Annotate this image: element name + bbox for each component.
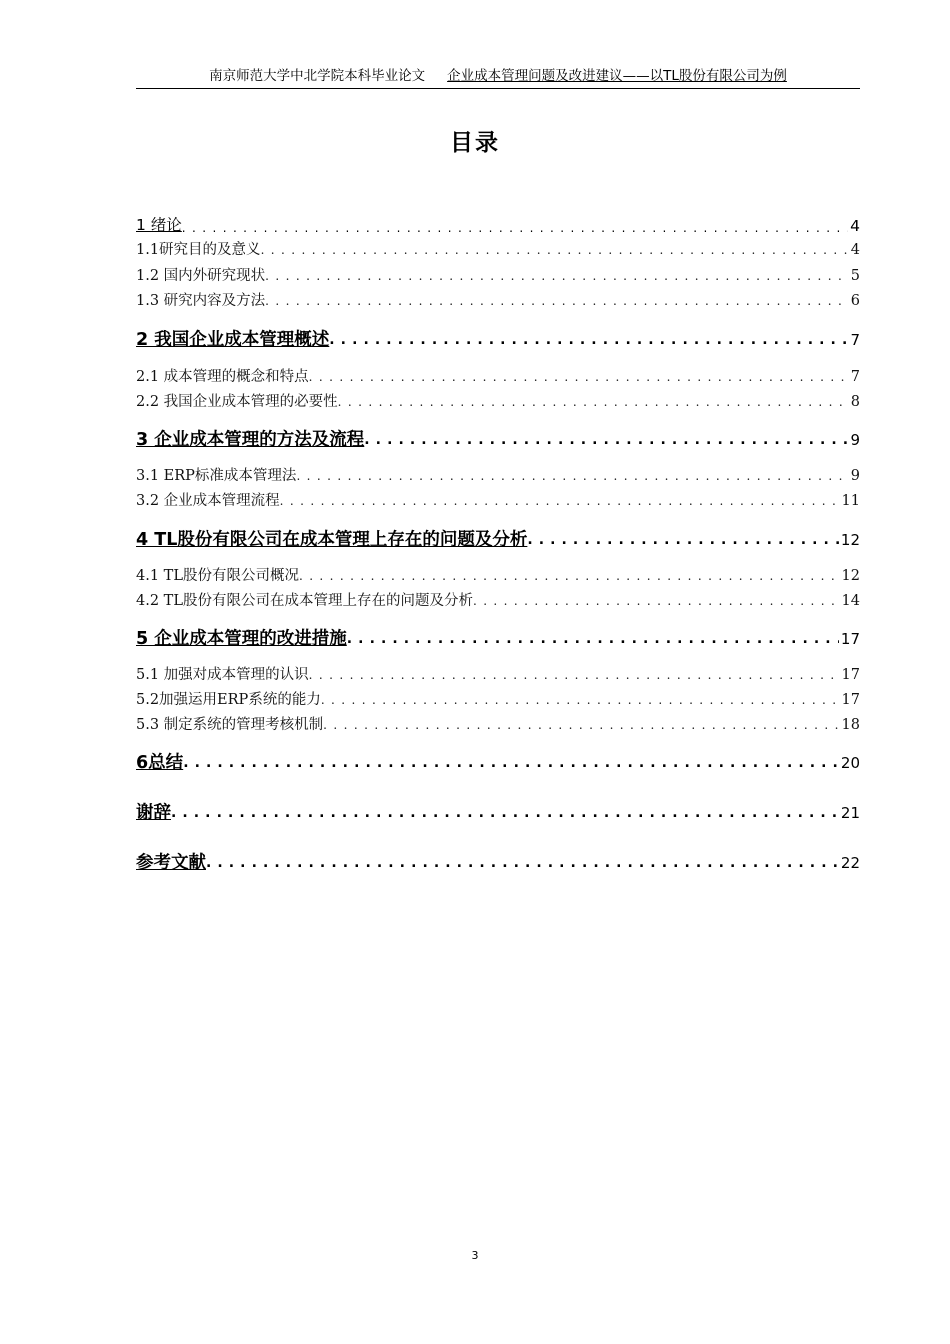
toc-leader xyxy=(299,565,840,587)
header-thesis-label: 南京师范大学中北学院本科毕业论文 xyxy=(209,68,426,84)
toc-leader xyxy=(265,265,849,287)
toc-entry-4-1[interactable] xyxy=(136,565,860,587)
toc-leader xyxy=(171,801,839,825)
toc-page: 17 xyxy=(840,630,860,648)
toc-label: 3.1 ERP标准成本管理法 xyxy=(136,468,297,484)
toc-entry-2-1[interactable] xyxy=(136,366,860,388)
toc-leader xyxy=(265,290,849,312)
toc-leader xyxy=(183,751,839,775)
toc-leader xyxy=(338,391,849,413)
toc-leader xyxy=(364,428,848,452)
page-title: 目录 xyxy=(450,130,500,156)
toc-page: 4 xyxy=(850,217,860,235)
toc-page: 11 xyxy=(841,493,860,509)
toc-page: 12 xyxy=(841,568,860,584)
toc-entry-5-3[interactable] xyxy=(136,714,860,736)
toc-page: 5 xyxy=(850,268,860,284)
toc-entry-3-1[interactable] xyxy=(136,465,860,487)
toc-label: 3 企业成本管理的方法及流程 xyxy=(136,430,365,450)
toc-entry-2-2[interactable] xyxy=(136,391,860,413)
toc-label: 5 企业成本管理的改进措施 xyxy=(136,629,347,649)
running-header xyxy=(136,66,860,89)
toc-label: 4.2 TL股份有限公司在成本管理上存在的问题及分析 xyxy=(136,593,473,609)
toc-leader xyxy=(473,590,840,612)
toc-page: 9 xyxy=(850,431,860,449)
toc-leader xyxy=(323,714,839,736)
toc-label: 4.1 TL股份有限公司概况 xyxy=(136,568,299,584)
toc-label: 1.1研究目的及意义 xyxy=(136,242,261,258)
toc-page: 9 xyxy=(850,468,860,484)
toc-page: 7 xyxy=(850,331,860,349)
toc-leader xyxy=(280,490,840,512)
toc-entry-3[interactable] xyxy=(136,428,860,452)
toc-leader xyxy=(329,328,848,352)
toc-page: 12 xyxy=(840,531,860,549)
toc-label: 4 TL股份有限公司在成本管理上存在的问题及分析 xyxy=(136,530,528,550)
toc-label: 参考文献 xyxy=(136,853,206,873)
toc-page: 17 xyxy=(841,692,860,708)
toc-leader xyxy=(527,528,839,552)
toc-label: 2.1 成本管理的概念和特点 xyxy=(136,369,309,385)
toc-entry-3-2[interactable] xyxy=(136,490,860,512)
toc-leader xyxy=(347,627,839,651)
toc-label: 6总结 xyxy=(136,753,184,773)
toc-entry-1[interactable] xyxy=(136,213,860,235)
toc-leader xyxy=(182,221,848,235)
toc-leader xyxy=(296,465,848,487)
toc-entry-1-1[interactable] xyxy=(136,239,860,261)
toc-page: 6 xyxy=(850,293,860,309)
toc-entry-1-2[interactable] xyxy=(136,265,860,287)
toc-entry-2[interactable] xyxy=(136,328,860,352)
toc-label: 5.1 加强对成本管理的认识 xyxy=(136,667,309,683)
toc-label: 5.2加强运用ERP系统的能力 xyxy=(136,692,321,708)
toc-entry-4[interactable] xyxy=(136,528,860,552)
toc-page: 17 xyxy=(841,667,860,683)
toc-label: 3.2 企业成本管理流程 xyxy=(136,493,280,509)
toc-entry-5-1[interactable] xyxy=(136,664,860,686)
toc-label: 谢辞 xyxy=(136,803,171,823)
toc-entry-references[interactable] xyxy=(136,851,860,875)
toc-page: 21 xyxy=(840,804,860,822)
toc-leader xyxy=(309,366,849,388)
toc-leader xyxy=(206,851,839,875)
toc-page: 14 xyxy=(841,593,860,609)
toc-page: 20 xyxy=(840,754,860,772)
toc-label: 1.2 国内外研究现状 xyxy=(136,268,266,284)
toc-entry-4-2[interactable] xyxy=(136,590,860,612)
toc-page: 7 xyxy=(850,369,860,385)
toc-label: 2 我国企业成本管理概述 xyxy=(136,330,330,350)
toc-page: 4 xyxy=(850,242,860,258)
page-number: 3 xyxy=(471,1249,479,1262)
toc-page: 18 xyxy=(841,717,860,733)
toc-entry-5-2[interactable] xyxy=(136,689,860,711)
toc-entry-1-3[interactable] xyxy=(136,290,860,312)
toc-leader xyxy=(321,689,840,711)
toc-entry-5[interactable] xyxy=(136,627,860,651)
toc-leader xyxy=(309,664,840,686)
toc-label: 5.3 制定系统的管理考核机制 xyxy=(136,717,324,733)
toc-label: 1.3 研究内容及方法 xyxy=(136,293,266,309)
toc-label: 2.2 我国企业成本管理的必要性 xyxy=(136,394,338,410)
toc-entry-6[interactable] xyxy=(136,751,860,775)
toc-leader xyxy=(261,239,849,261)
toc-label: 1 绪论 xyxy=(136,216,182,234)
toc-page: 8 xyxy=(850,394,860,410)
toc-page: 22 xyxy=(840,854,860,872)
header-thesis-title: 企业成本管理问题及改进建议——以TL股份有限公司为例 xyxy=(447,68,787,84)
toc-entry-acknowledgements[interactable] xyxy=(136,801,860,825)
